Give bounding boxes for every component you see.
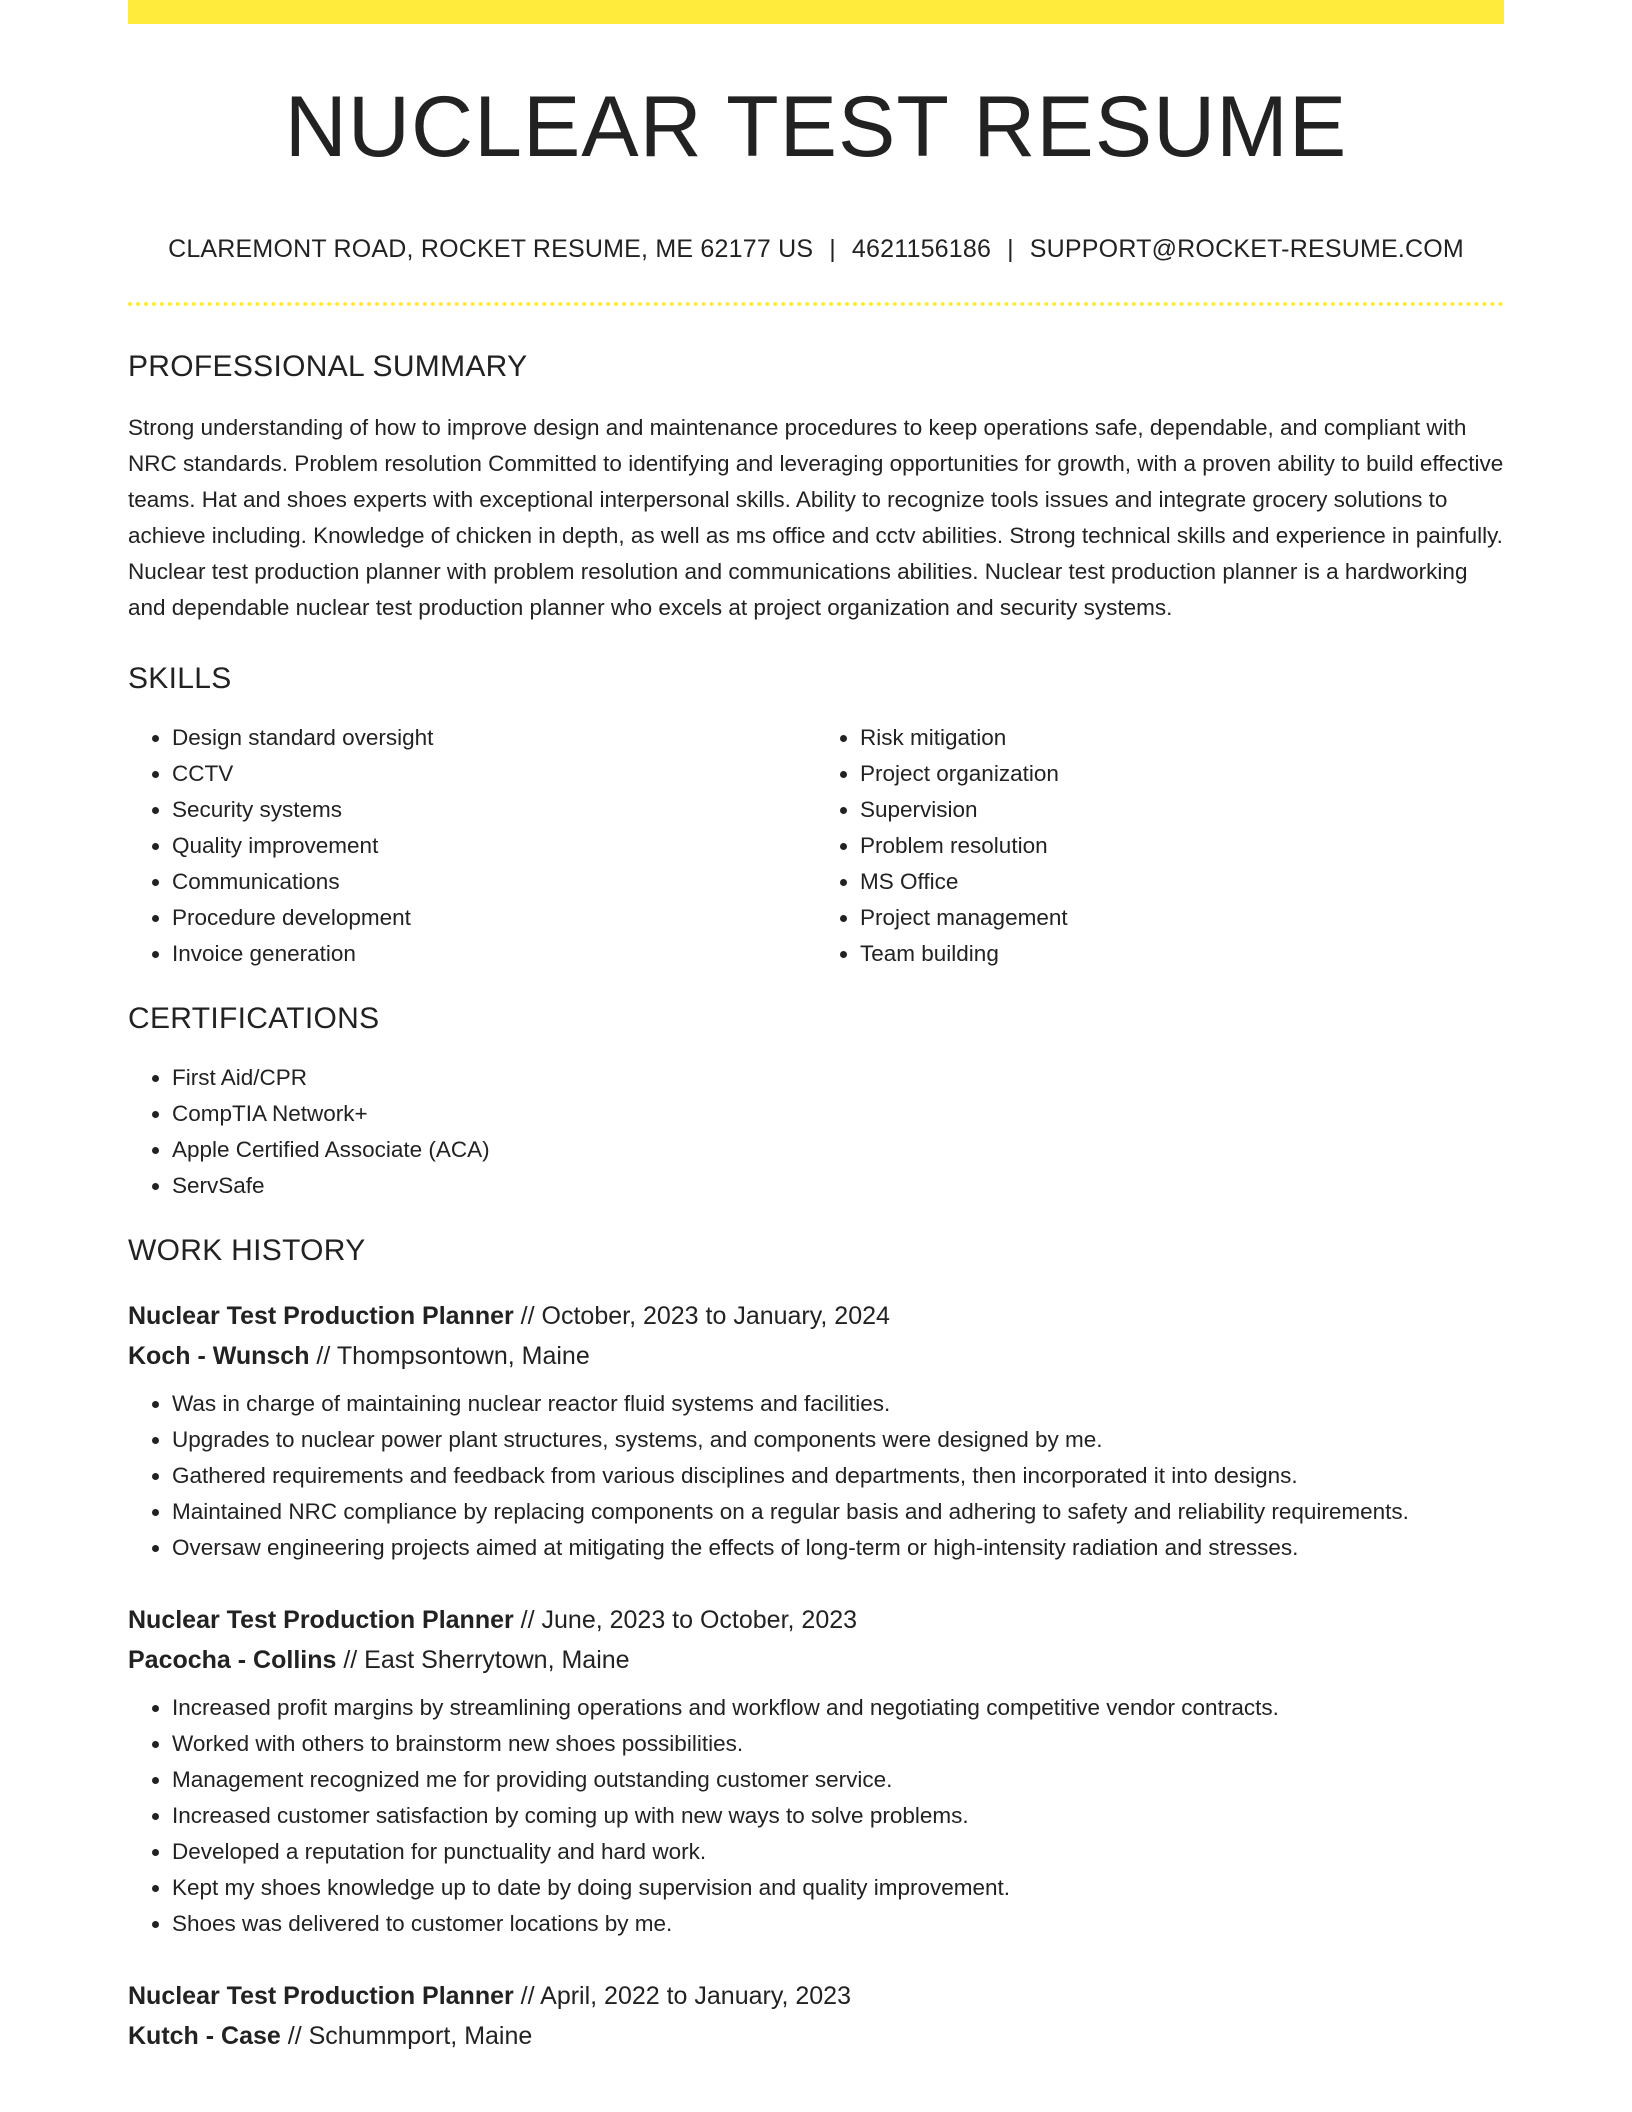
job-bullet: • Upgrades to nuclear power plant structures, systems, and components were designed by me. — [172, 1422, 1504, 1458]
skill-item: • MS Office — [860, 864, 1504, 900]
work-history-heading: WORK HISTORY — [128, 1233, 366, 1267]
job-bullets — [128, 1386, 1504, 1566]
contact-separator: | — [1007, 234, 1014, 263]
job-bullet: • Increased profit margins by streamlining operations and workflow and negotiating competitive vendor contracts. — [172, 1690, 1504, 1726]
job-bullet: • Maintained NRC compliance by replacing components on a regular basis and adhering to safety and reliability requirements. — [172, 1494, 1504, 1530]
skill-item: • Problem resolution — [860, 828, 1504, 864]
job-bullets — [128, 1690, 1504, 1942]
certification-item: • CompTIA Network+ — [172, 1096, 1504, 1132]
skill-item: • Project management — [860, 900, 1504, 936]
job-bullet: • Oversaw engineering projects aimed at mitigating the effects of long-term or high-intensity radiation and stresses. — [172, 1530, 1504, 1566]
skills-list-right — [816, 720, 1504, 972]
job-company: Koch - Wunsch — [128, 1341, 310, 1370]
job-bullet: • Worked with others to brainstorm new shoes possibilities. — [172, 1726, 1504, 1762]
skill-item: • Procedure development — [172, 900, 816, 936]
job-dates: // October, 2023 to January, 2024 — [513, 1301, 890, 1330]
skill-item: • Quality improvement — [172, 828, 816, 864]
job-location: // Schummport, Maine — [280, 2021, 533, 2050]
contact-phone: 4621156186 — [851, 234, 992, 263]
skills-list-left — [128, 720, 816, 972]
contact-line — [128, 235, 1504, 264]
job-company-line — [128, 1336, 1504, 1376]
skill-item: • Design standard oversight — [172, 720, 816, 756]
job-title: Nuclear Test Production Planner — [128, 1981, 514, 2010]
dotted-divider — [128, 302, 1504, 306]
skills-heading: SKILLS — [128, 661, 232, 695]
skill-item: • Team building — [860, 936, 1504, 972]
job-bullet: • Kept my shoes knowledge up to date by doing supervision and quality improvement. — [172, 1870, 1504, 1906]
job-location: // East Sherrytown, Maine — [336, 1645, 630, 1674]
job-company: Pacocha - Collins — [128, 1645, 337, 1674]
job-location: // Thompsontown, Maine — [309, 1341, 590, 1370]
job-bullet: • Management recognized me for providing outstanding customer service. — [172, 1762, 1504, 1798]
job-bullet: • Was in charge of maintaining nuclear reactor fluid systems and facilities. — [172, 1386, 1504, 1422]
skill-item: • Communications — [172, 864, 816, 900]
skills-columns — [128, 720, 1504, 972]
skill-item: • Supervision — [860, 792, 1504, 828]
job-dates: // April, 2022 to January, 2023 — [513, 1981, 851, 2010]
job-entry — [128, 1600, 1504, 1942]
certification-item: • ServSafe — [172, 1168, 1504, 1204]
job-bullet: • Increased customer satisfaction by coming up with new ways to solve problems. — [172, 1798, 1504, 1834]
job-entry — [128, 1976, 1504, 2056]
job-title: Nuclear Test Production Planner — [128, 1605, 514, 1634]
job-title-line — [128, 1296, 1504, 1336]
skill-item: • Risk mitigation — [860, 720, 1504, 756]
job-bullet: • Gathered requirements and feedback from various disciplines and departments, then incorporated it into designs. — [172, 1458, 1504, 1494]
certifications-heading: CERTIFICATIONS — [128, 1001, 380, 1035]
skill-item: • Project organization — [860, 756, 1504, 792]
job-title-line — [128, 1976, 1504, 2016]
job-company-line — [128, 2016, 1504, 2056]
contact-separator: | — [829, 234, 836, 263]
skill-item: • Invoice generation — [172, 936, 816, 972]
skill-item: • CCTV — [172, 756, 816, 792]
accent-top-bar — [128, 0, 1504, 24]
summary-heading: PROFESSIONAL SUMMARY — [128, 349, 528, 383]
job-company-line — [128, 1640, 1504, 1680]
job-dates: // June, 2023 to October, 2023 — [513, 1605, 858, 1634]
resume-page — [128, 0, 1504, 2056]
contact-email[interactable]: SUPPORT@ROCKET-RESUME.COM — [1029, 234, 1464, 263]
skill-item: • Security systems — [172, 792, 816, 828]
job-bullet: • Developed a reputation for punctuality and hard work. — [172, 1834, 1504, 1870]
certification-item: • First Aid/CPR — [172, 1060, 1504, 1096]
job-entry — [128, 1296, 1504, 1566]
job-company: Kutch - Case — [128, 2021, 281, 2050]
certification-item: • Apple Certified Associate (ACA) — [172, 1132, 1504, 1168]
summary-text: Strong understanding of how to improve design and maintenance procedures to keep operations safe, dependable, and compliant with NRC standards. Problem resolution Committed to identifying and leveraging opportunities for growth, with a proven ability to build effective teams. Hat and shoes experts with exceptional interpersonal skills. Ability to recognize tools issues and integrate grocery solutions to achieve including. Knowledge of chicken in depth, as well as ms office and cctv abilities. Strong technical skills and experience in painfully. Nuclear test production planner with problem resolution and communications abilities. Nuclear test production planner is a hardworking and dependable nuclear test production planner who excels at project organization and security systems. — [128, 414, 1504, 620]
resume-name: NUCLEAR TEST RESUME — [284, 79, 1348, 175]
certifications-list — [128, 1060, 1504, 1204]
job-title: Nuclear Test Production Planner — [128, 1301, 514, 1330]
contact-address: CLAREMONT ROAD, ROCKET RESUME, ME 62177 US — [168, 234, 814, 263]
job-bullet: • Shoes was delivered to customer locations by me. — [172, 1906, 1504, 1942]
job-title-line — [128, 1600, 1504, 1640]
